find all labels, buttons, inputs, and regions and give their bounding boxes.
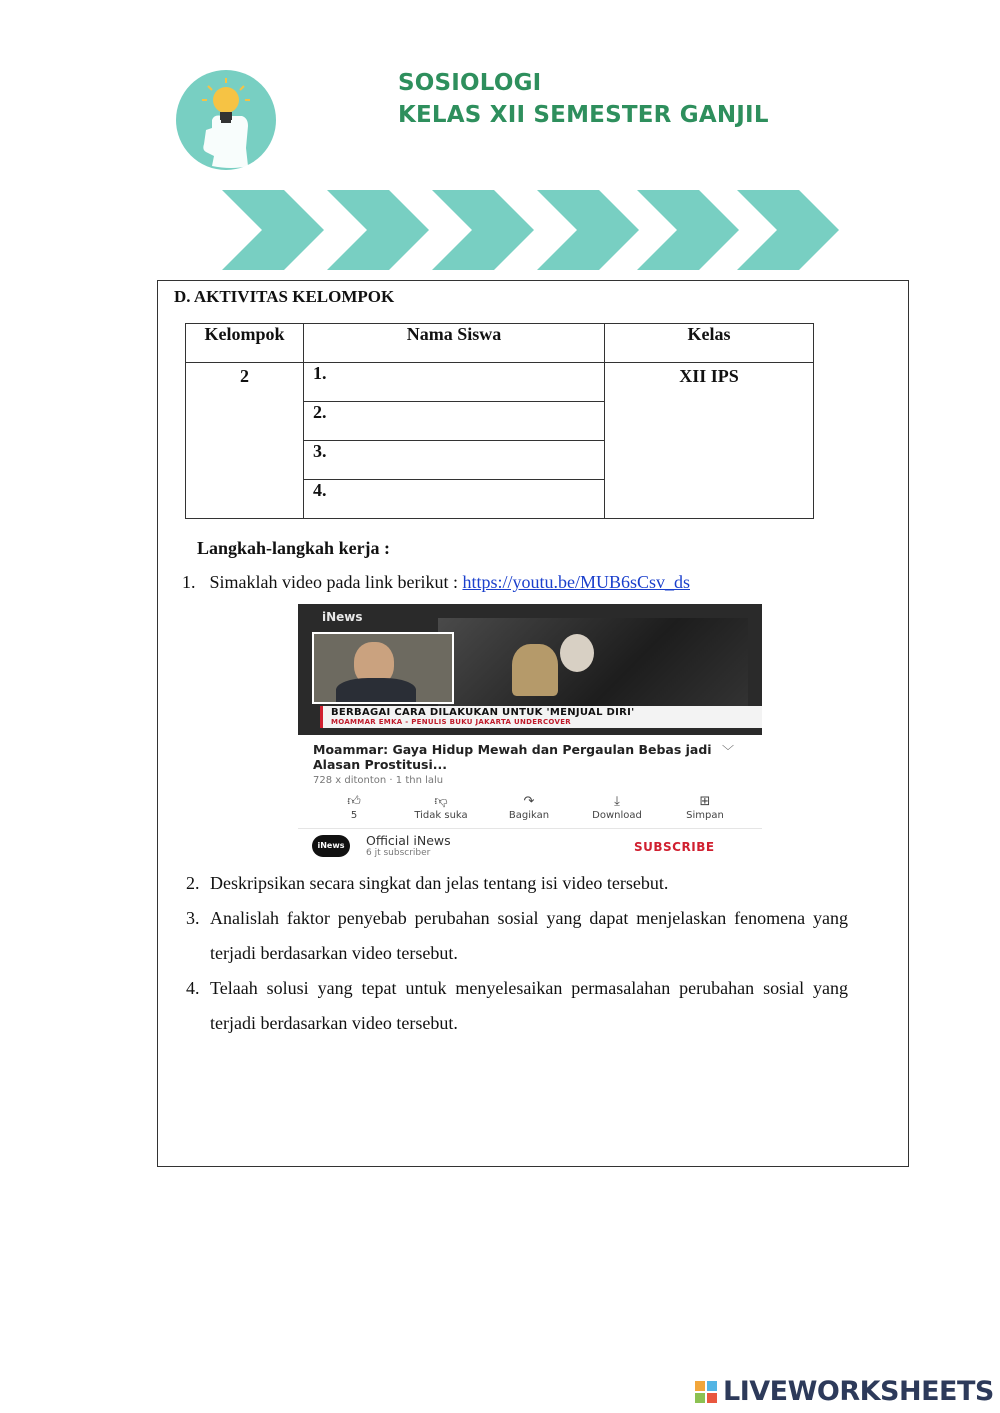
student-name-field[interactable]: 3. [304, 441, 605, 480]
page-subtitle: KELAS XII SEMESTER GANJIL [398, 102, 769, 128]
video-title[interactable]: Moammar: Gaya Hidup Mewah dan Pergaulan Bebas jadi Alasan Prostitusi... [313, 742, 712, 772]
video-link[interactable]: https://youtu.be/MUB6sCsv_ds [462, 572, 690, 592]
download-icon: ⤓ [614, 794, 620, 809]
subscriber-count: 6 jt subscriber [366, 848, 431, 858]
step-number: 2. [186, 873, 200, 893]
student-name-field[interactable]: 4. [304, 480, 605, 519]
channel-name[interactable]: Official iNews [366, 833, 451, 848]
thumbs-down-icon: 👎︎ [434, 794, 448, 809]
section-title: D. AKTIVITAS KELOMPOK [174, 287, 395, 306]
header-nama-siswa: Nama Siswa [304, 324, 605, 363]
chevron-banner-decoration [222, 190, 842, 270]
step-number: 3. [186, 908, 200, 928]
class-cell: XII IPS [605, 363, 814, 519]
steps-heading: Langkah-langkah kerja : [197, 538, 391, 558]
lightbulb-head-logo [172, 70, 280, 170]
lower-third-headline: BERBAGAI CARA DILAKUKAN UNTUK 'MENJUAL DIRI' [331, 707, 635, 718]
lower-third-sub: MOAMMAR EMKA - PENULIS BUKU JAKARTA UNDERCOVER [331, 718, 571, 726]
chevron-down-icon[interactable]: ﹀ [722, 744, 735, 758]
lower-third [320, 706, 762, 728]
step-3 [186, 901, 848, 971]
header-kelas: Kelas [605, 324, 814, 363]
video-thumbnail[interactable] [298, 604, 762, 735]
video-screenshot[interactable] [298, 604, 762, 862]
save-icon: ⊞ [699, 794, 711, 809]
step-number: 1. [182, 572, 196, 592]
step-number: 4. [186, 978, 200, 998]
share-button[interactable]: ↷ Bagikan [494, 794, 564, 821]
step-2 [186, 866, 848, 901]
student-name-field[interactable]: 2. [304, 402, 605, 441]
student-name-field[interactable]: 1. [304, 363, 605, 402]
step-1 [182, 572, 690, 593]
footer-brand: LIVEWORKSHEETS [723, 1376, 994, 1407]
channel-watermark: iNews [322, 610, 363, 624]
dislike-button[interactable]: 👎︎ Tidak suka [406, 794, 476, 821]
step-text: Simaklah video pada link berikut : [209, 572, 463, 592]
save-button[interactable]: ⊞ Simpan [670, 794, 740, 821]
group-table [185, 323, 814, 519]
step-4 [186, 971, 848, 1041]
avatar[interactable]: iNews [312, 835, 350, 857]
liveworksheets-icon [695, 1381, 717, 1403]
step-text: Deskripsikan secara singkat dan jelas tentang isi video tersebut. [210, 873, 669, 893]
step-text: Analislah faktor penyebab perubahan sosial yang dapat menjelaskan fenomena yang terjadi berdasarkan video tersebut. [210, 908, 848, 963]
step-text: Telaah solusi yang tepat untuk menyelesaikan permasalahan perubahan sosial yang terjadi berdasarkan video tersebut. [210, 978, 848, 1033]
group-number: 2 [186, 363, 304, 519]
inset-video [312, 632, 454, 704]
subscribe-button[interactable]: SUBSCRIBE [634, 840, 715, 854]
thumbs-up-icon: 👍︎ [347, 794, 361, 809]
download-button[interactable]: ⤓ Download [582, 794, 652, 821]
page-title: SOSIOLOGI [398, 70, 542, 96]
share-icon: ↷ [523, 794, 535, 809]
like-button[interactable]: 👍︎ 5 [319, 794, 389, 821]
header-kelompok: Kelompok [186, 324, 304, 363]
view-count: 728 x ditonton · 1 thn lalu [313, 775, 444, 786]
